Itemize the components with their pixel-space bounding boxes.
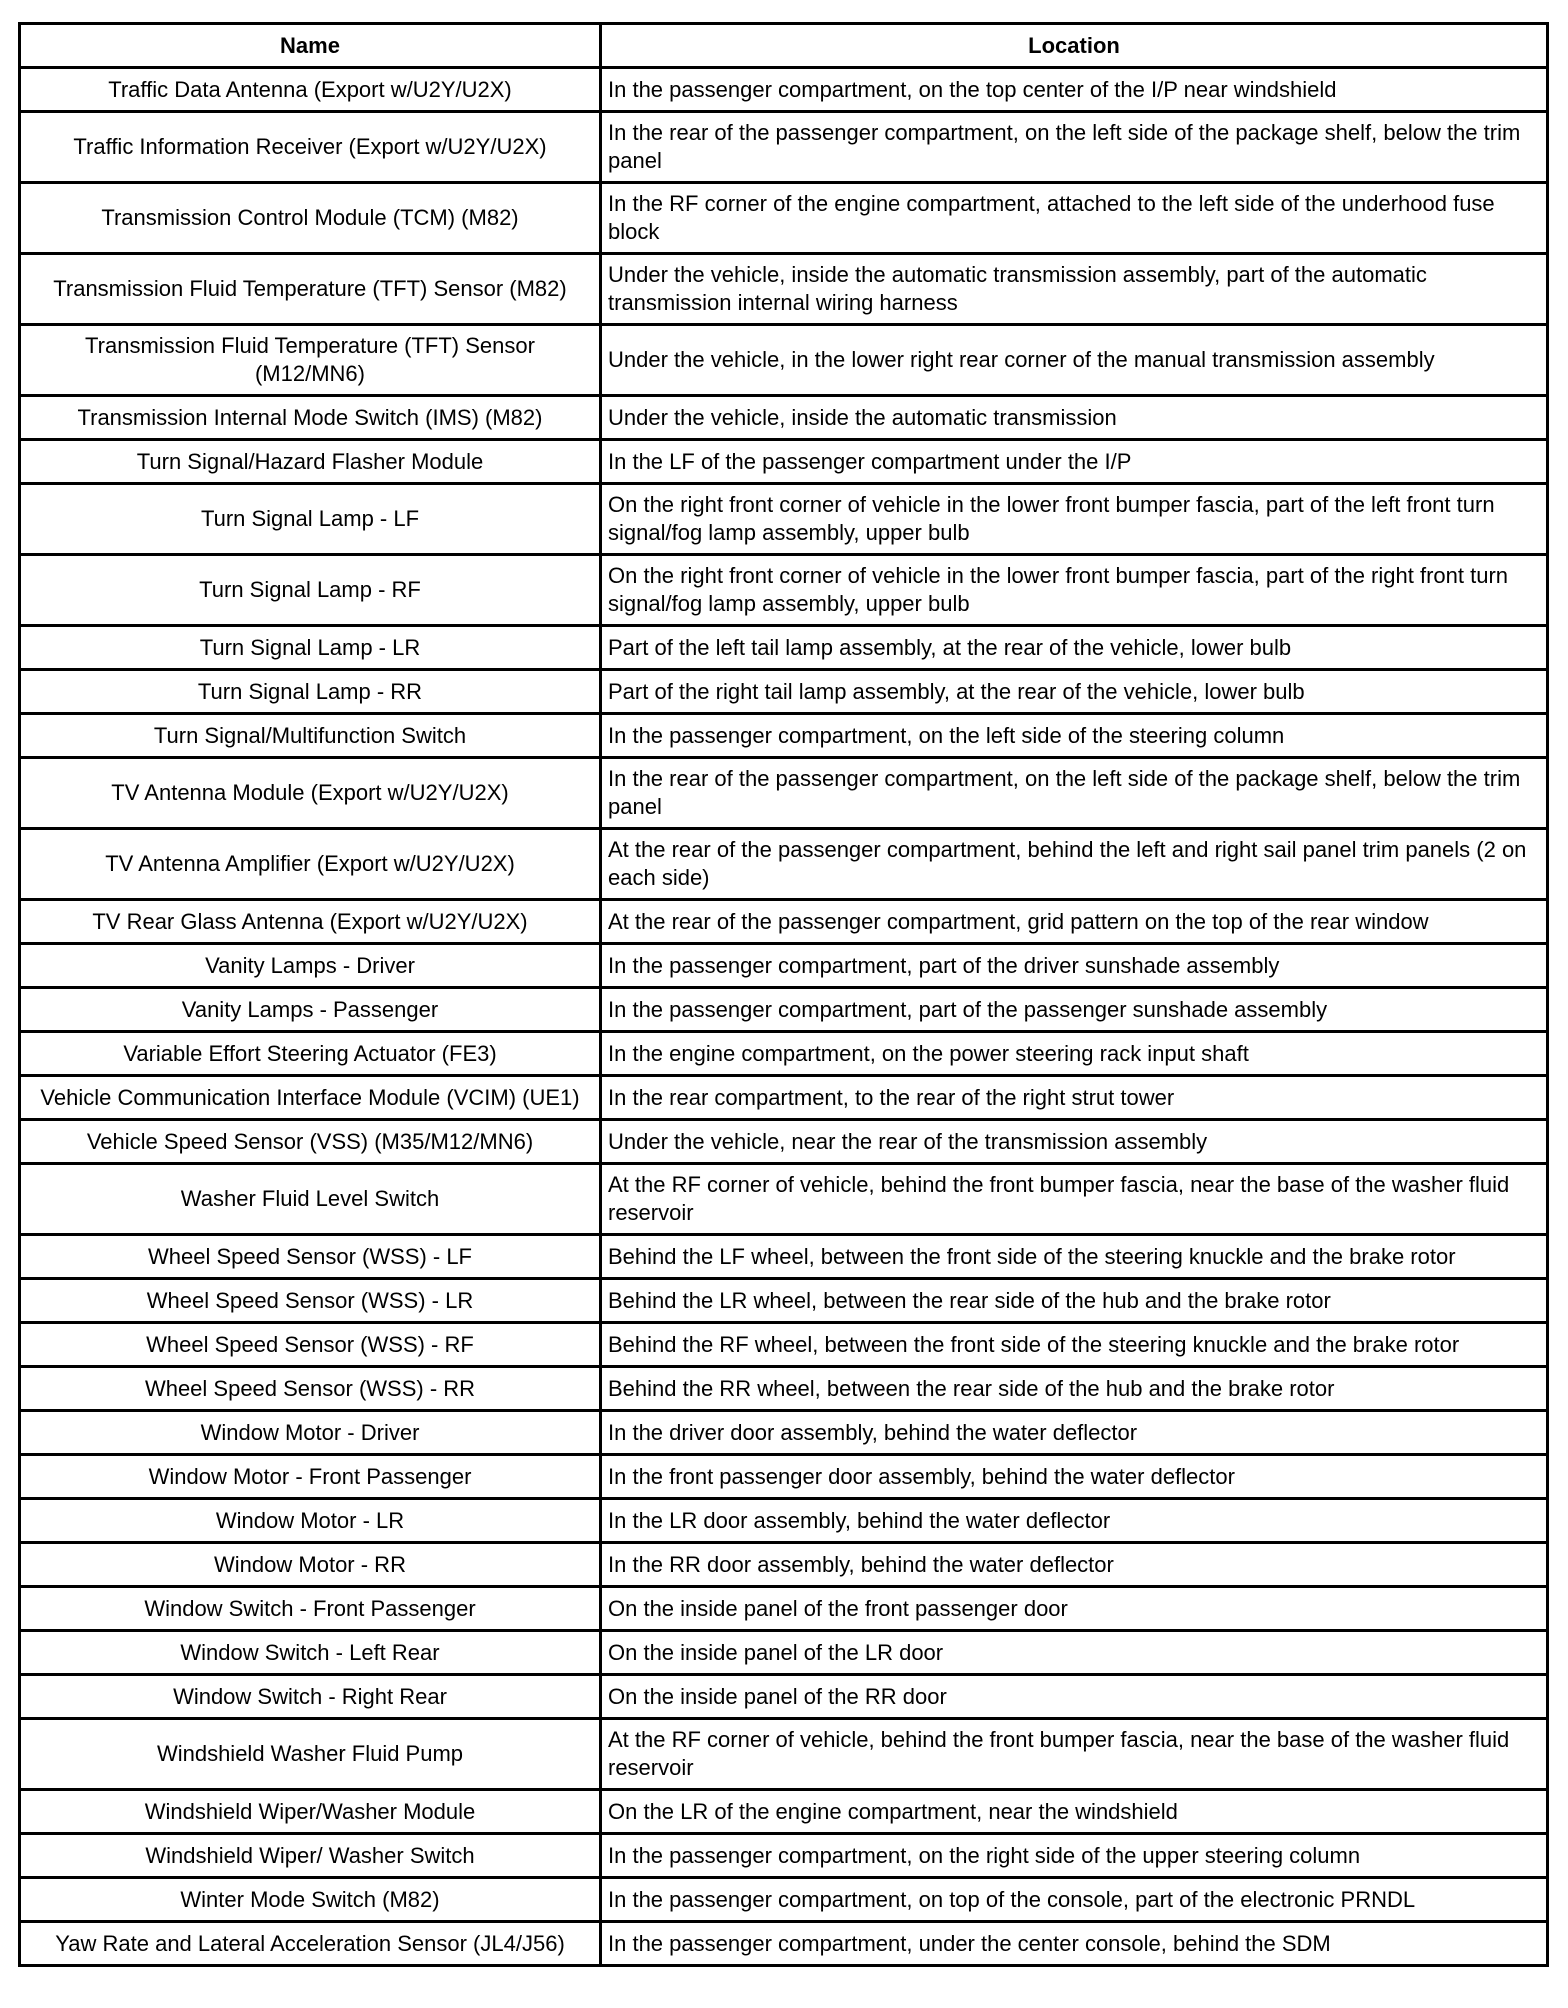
component-name-cell: Wheel Speed Sensor (WSS) - RF (20, 1323, 601, 1367)
component-location-cell: Part of the right tail lamp assembly, at the rear of the vehicle, lower bulb (601, 670, 1548, 714)
component-name-cell: Variable Effort Steering Actuator (FE3) (20, 1032, 601, 1076)
component-name-cell: Transmission Fluid Temperature (TFT) Sensor (M12/MN6) (20, 325, 601, 396)
component-name-cell: Transmission Fluid Temperature (TFT) Sensor (M82) (20, 254, 601, 325)
component-name-cell: Window Motor - LR (20, 1499, 601, 1543)
component-name-cell: Turn Signal Lamp - RF (20, 555, 601, 626)
component-location-cell: In the rear of the passenger compartment, on the left side of the package shelf, below the trim panel (601, 758, 1548, 829)
component-name-cell: Vanity Lamps - Passenger (20, 988, 601, 1032)
component-location-cell: On the inside panel of the front passenger door (601, 1587, 1548, 1631)
table-row (20, 183, 1548, 254)
component-name-cell: Vanity Lamps - Driver (20, 944, 601, 988)
component-location-cell: Behind the LR wheel, between the rear side of the hub and the brake rotor (601, 1279, 1548, 1323)
table-row (20, 1631, 1548, 1675)
table-row (20, 1279, 1548, 1323)
component-name-cell: Yaw Rate and Lateral Acceleration Sensor (JL4/J56) (20, 1922, 601, 1966)
component-name-cell: TV Antenna Amplifier (Export w/U2Y/U2X) (20, 829, 601, 900)
component-name-cell: Window Switch - Front Passenger (20, 1587, 601, 1631)
component-name-cell: Washer Fluid Level Switch (20, 1164, 601, 1235)
component-name-cell: Window Switch - Right Rear (20, 1675, 601, 1719)
component-location-cell: In the engine compartment, on the power steering rack input shaft (601, 1032, 1548, 1076)
table-row (20, 68, 1548, 112)
component-name-cell: Transmission Internal Mode Switch (IMS) (M82) (20, 396, 601, 440)
component-location-cell: At the rear of the passenger compartment, grid pattern on the top of the rear window (601, 900, 1548, 944)
table-row (20, 1164, 1548, 1235)
component-name-cell: Turn Signal Lamp - LR (20, 626, 601, 670)
table-row (20, 1367, 1548, 1411)
table-row (20, 484, 1548, 555)
component-location-cell: Under the vehicle, near the rear of the transmission assembly (601, 1120, 1548, 1164)
component-location-cell: At the RF corner of vehicle, behind the front bumper fascia, near the base of the washer fluid reservoir (601, 1719, 1548, 1790)
component-name-cell: Turn Signal Lamp - RR (20, 670, 601, 714)
header-row (20, 24, 1548, 68)
component-name-cell: TV Rear Glass Antenna (Export w/U2Y/U2X) (20, 900, 601, 944)
component-location-cell: In the passenger compartment, part of the driver sunshade assembly (601, 944, 1548, 988)
component-name-cell: Turn Signal/Multifunction Switch (20, 714, 601, 758)
table-row (20, 1032, 1548, 1076)
table-row (20, 670, 1548, 714)
component-name-cell: Turn Signal/Hazard Flasher Module (20, 440, 601, 484)
table-row (20, 1790, 1548, 1834)
component-location-cell: Under the vehicle, inside the automatic transmission assembly, part of the automatic transmission internal wiring harness (601, 254, 1548, 325)
component-location-cell: Under the vehicle, inside the automatic transmission (601, 396, 1548, 440)
table-row (20, 325, 1548, 396)
component-name-cell: Traffic Information Receiver (Export w/U2Y/U2X) (20, 112, 601, 183)
table-row (20, 1587, 1548, 1631)
table-row (20, 1455, 1548, 1499)
component-location-cell: On the right front corner of vehicle in the lower front bumper fascia, part of the right front turn signal/fog lamp assembly, upper bulb (601, 555, 1548, 626)
table-row (20, 1411, 1548, 1455)
component-name-cell: Turn Signal Lamp - LF (20, 484, 601, 555)
table-row (20, 829, 1548, 900)
table-row (20, 1543, 1548, 1587)
component-location-cell: In the LR door assembly, behind the water deflector (601, 1499, 1548, 1543)
component-location-cell: Under the vehicle, in the lower right rear corner of the manual transmission assembly (601, 325, 1548, 396)
component-location-cell: In the LF of the passenger compartment under the I/P (601, 440, 1548, 484)
component-name-cell: Window Motor - Front Passenger (20, 1455, 601, 1499)
table-row (20, 1499, 1548, 1543)
component-name-cell: Windshield Wiper/ Washer Switch (20, 1834, 601, 1878)
table-row (20, 758, 1548, 829)
component-name-cell: Transmission Control Module (TCM) (M82) (20, 183, 601, 254)
table-row (20, 1878, 1548, 1922)
component-name-cell: Vehicle Speed Sensor (VSS) (M35/M12/MN6) (20, 1120, 601, 1164)
table-row (20, 396, 1548, 440)
component-location-cell: In the passenger compartment, on top of the console, part of the electronic PRNDL (601, 1878, 1548, 1922)
component-location-cell: In the rear compartment, to the rear of the right strut tower (601, 1076, 1548, 1120)
component-location-cell: Behind the RR wheel, between the rear side of the hub and the brake rotor (601, 1367, 1548, 1411)
component-location-cell: On the inside panel of the RR door (601, 1675, 1548, 1719)
component-location-cell: In the passenger compartment, on the right side of the upper steering column (601, 1834, 1548, 1878)
table-row (20, 254, 1548, 325)
table-row (20, 714, 1548, 758)
component-location-cell: In the passenger compartment, part of the passenger sunshade assembly (601, 988, 1548, 1032)
table-row (20, 440, 1548, 484)
component-name-cell: Wheel Speed Sensor (WSS) - LR (20, 1279, 601, 1323)
component-location-cell: Behind the LF wheel, between the front side of the steering knuckle and the brake rotor (601, 1235, 1548, 1279)
table-row (20, 1675, 1548, 1719)
component-location-cell: At the rear of the passenger compartment, behind the left and right sail panel trim panels (2 on each side) (601, 829, 1548, 900)
table-row (20, 988, 1548, 1032)
header-location: Location (601, 24, 1548, 68)
component-name-cell: Vehicle Communication Interface Module (VCIM) (UE1) (20, 1076, 601, 1120)
table-row (20, 112, 1548, 183)
table-row (20, 944, 1548, 988)
table-row (20, 626, 1548, 670)
table-row (20, 1922, 1548, 1966)
component-location-cell: On the LR of the engine compartment, near the windshield (601, 1790, 1548, 1834)
component-location-cell: At the RF corner of vehicle, behind the front bumper fascia, near the base of the washer fluid reservoir (601, 1164, 1548, 1235)
component-name-cell: Traffic Data Antenna (Export w/U2Y/U2X) (20, 68, 601, 112)
component-location-cell: In the RF corner of the engine compartment, attached to the left side of the underhood fuse block (601, 183, 1548, 254)
component-location-cell: In the rear of the passenger compartment, on the left side of the package shelf, below the trim panel (601, 112, 1548, 183)
table-row (20, 1235, 1548, 1279)
component-location-table (18, 22, 1549, 1967)
component-location-cell: In the passenger compartment, on the top center of the I/P near windshield (601, 68, 1548, 112)
component-location-cell: In the passenger compartment, under the center console, behind the SDM (601, 1922, 1548, 1966)
component-location-cell: In the driver door assembly, behind the water deflector (601, 1411, 1548, 1455)
table-row (20, 1719, 1548, 1790)
component-location-cell: Part of the left tail lamp assembly, at the rear of the vehicle, lower bulb (601, 626, 1548, 670)
component-location-cell: In the passenger compartment, on the left side of the steering column (601, 714, 1548, 758)
component-location-cell: Behind the RF wheel, between the front side of the steering knuckle and the brake rotor (601, 1323, 1548, 1367)
component-location-cell: On the inside panel of the LR door (601, 1631, 1548, 1675)
component-location-cell: In the front passenger door assembly, behind the water deflector (601, 1455, 1548, 1499)
component-name-cell: Wheel Speed Sensor (WSS) - RR (20, 1367, 601, 1411)
table-row (20, 555, 1548, 626)
table-row (20, 1834, 1548, 1878)
component-name-cell: Winter Mode Switch (M82) (20, 1878, 601, 1922)
component-name-cell: Windshield Wiper/Washer Module (20, 1790, 601, 1834)
component-name-cell: Window Motor - Driver (20, 1411, 601, 1455)
table-row (20, 1076, 1548, 1120)
table-row (20, 1120, 1548, 1164)
component-name-cell: Window Motor - RR (20, 1543, 601, 1587)
component-name-cell: Window Switch - Left Rear (20, 1631, 601, 1675)
component-location-cell: On the right front corner of vehicle in the lower front bumper fascia, part of the left front turn signal/fog lamp assembly, upper bulb (601, 484, 1548, 555)
component-name-cell: Wheel Speed Sensor (WSS) - LF (20, 1235, 601, 1279)
table-row (20, 1323, 1548, 1367)
component-location-cell: In the RR door assembly, behind the water deflector (601, 1543, 1548, 1587)
table-row (20, 900, 1548, 944)
component-name-cell: Windshield Washer Fluid Pump (20, 1719, 601, 1790)
component-name-cell: TV Antenna Module (Export w/U2Y/U2X) (20, 758, 601, 829)
header-name: Name (20, 24, 601, 68)
